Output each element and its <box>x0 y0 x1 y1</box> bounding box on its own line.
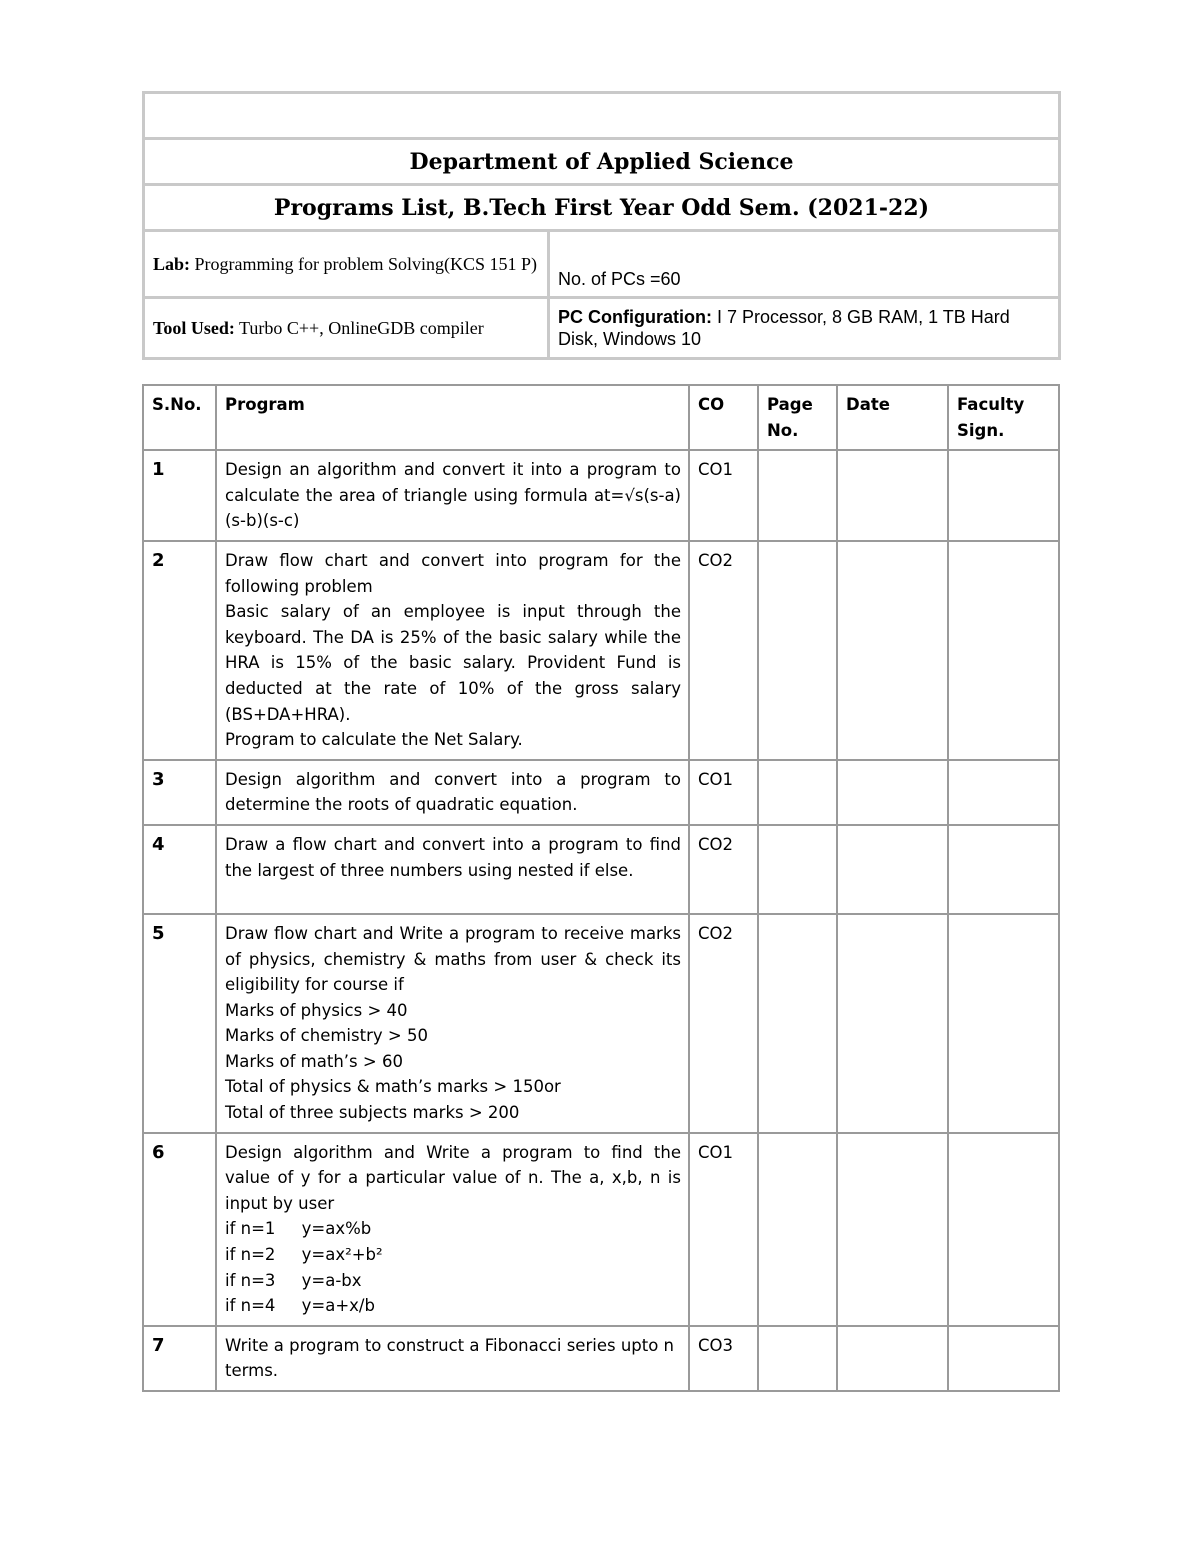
program-line: Draw flow chart and convert into program for the following problem <box>225 550 681 596</box>
pcs-cell <box>549 231 1060 298</box>
row-co: CO1 <box>689 760 758 825</box>
row-faculty-sign <box>948 1326 1059 1391</box>
row-faculty-sign <box>948 760 1059 825</box>
lab-value: Programming for problem Solving(KCS 151 P) <box>194 254 538 274</box>
row-date <box>837 541 948 760</box>
row-sno: 4 <box>143 825 216 914</box>
program-line: if n=1 y=ax%b <box>225 1219 372 1239</box>
pc-config-label: PC Configuration: <box>558 307 712 327</box>
row-page-no <box>758 450 837 541</box>
row-sno: 2 <box>143 541 216 760</box>
program-line: Design an algorithm and convert it into a program to calculate the area of triangle using formula at=√s(s-a)(s-b)(s-c) <box>225 460 681 531</box>
row-sno: 5 <box>143 914 216 1133</box>
row-date <box>837 1133 948 1326</box>
header-table <box>142 91 1061 360</box>
program-line: if n=4 y=a+x/b <box>225 1296 375 1316</box>
row-co: CO2 <box>689 914 758 1133</box>
tool-label: Tool Used: <box>153 318 235 338</box>
row-page-no <box>758 825 837 914</box>
program-line: Design algorithm and Write a program to find the value of y for a particular value of n. The a, x,b, n is input by user <box>225 1142 681 1213</box>
program-line: Total of physics & math’s marks > 150or <box>225 1077 561 1097</box>
row-page-no <box>758 1326 837 1391</box>
row-program <box>216 825 689 914</box>
program-line: if n=2 y=ax²+b² <box>225 1245 383 1265</box>
table-row <box>143 914 1059 1133</box>
table-row <box>143 1133 1059 1326</box>
program-line: Program to calculate the Net Salary. <box>225 730 523 750</box>
col-header-sno: S.No. <box>143 385 216 450</box>
col-header-faculty-sign: Faculty Sign. <box>948 385 1059 450</box>
table-row <box>143 541 1059 760</box>
program-line: Draw flow chart and Write a program to receive marks of physics, chemistry & maths from user & check its eligibility for course if <box>225 923 681 995</box>
row-faculty-sign <box>948 450 1059 541</box>
department-title: Department of Applied Science <box>144 139 1060 185</box>
row-page-no <box>758 1133 837 1326</box>
col-header-page-no: Page No. <box>758 385 837 450</box>
lab-label: Lab: <box>153 254 191 274</box>
row-program <box>216 1133 689 1326</box>
row-co: CO2 <box>689 825 758 914</box>
table-row <box>143 825 1059 914</box>
row-program <box>216 450 689 541</box>
programs-list-title: Programs List, B.Tech First Year Odd Sem. (2021-22) <box>144 185 1060 231</box>
program-line: Design algorithm and convert into a program to determine the roots of quadratic equation. <box>225 769 681 815</box>
row-date <box>837 760 948 825</box>
pcs-count: No. of PCs =60 <box>558 269 681 289</box>
row-program <box>216 760 689 825</box>
row-program <box>216 541 689 760</box>
row-sno: 6 <box>143 1133 216 1326</box>
tool-cell <box>144 298 549 359</box>
lab-cell <box>144 231 549 298</box>
row-page-no <box>758 914 837 1133</box>
row-sno: 1 <box>143 450 216 541</box>
row-faculty-sign <box>948 541 1059 760</box>
program-line: Draw a flow chart and convert into a program to find the largest of three numbers using nested if else. <box>225 834 681 880</box>
program-line: Marks of physics > 40 <box>225 1000 408 1020</box>
table-row <box>143 1326 1059 1391</box>
col-header-date: Date <box>837 385 948 450</box>
row-faculty-sign <box>948 914 1059 1133</box>
row-program <box>216 914 689 1133</box>
program-line: if n=3 y=a-bx <box>225 1270 362 1290</box>
row-date <box>837 914 948 1133</box>
program-line: Basic salary of an employee is input through the keyboard. The DA is 25% of the basic salary while the HRA is 15% of the basic salary. Provident Fund is deducted at the rate of 10% of the gross salary (BS+DA+HRA). <box>225 602 681 724</box>
col-header-co: CO <box>689 385 758 450</box>
row-page-no <box>758 760 837 825</box>
row-page-no <box>758 541 837 760</box>
row-date <box>837 1326 948 1391</box>
row-date <box>837 450 948 541</box>
tool-value: Turbo C++, OnlineGDB compiler <box>239 318 484 338</box>
program-line: Marks of math’s > 60 <box>225 1051 403 1071</box>
row-sno: 3 <box>143 760 216 825</box>
row-program <box>216 1326 689 1391</box>
row-sno: 7 <box>143 1326 216 1391</box>
row-date <box>837 825 948 914</box>
row-faculty-sign <box>948 825 1059 914</box>
row-co: CO1 <box>689 450 758 541</box>
col-header-program: Program <box>216 385 689 450</box>
programs-table <box>142 384 1060 1392</box>
program-line: Total of three subjects marks > 200 <box>225 1103 520 1123</box>
row-co: CO3 <box>689 1326 758 1391</box>
program-line: Write a program to construct a Fibonacci series upto n terms. <box>225 1335 675 1381</box>
pc-config-cell <box>549 298 1060 359</box>
table-row <box>143 760 1059 825</box>
header-blank-row <box>144 93 1060 139</box>
program-line: Marks of chemistry > 50 <box>225 1026 428 1046</box>
row-co: CO1 <box>689 1133 758 1326</box>
table-header-row <box>143 385 1059 450</box>
pc-config-value: I 7 Processor, 8 GB RAM, 1 TB Hard Disk, Windows 10 <box>558 307 1010 349</box>
table-row <box>143 450 1059 541</box>
row-co: CO2 <box>689 541 758 760</box>
row-faculty-sign <box>948 1133 1059 1326</box>
